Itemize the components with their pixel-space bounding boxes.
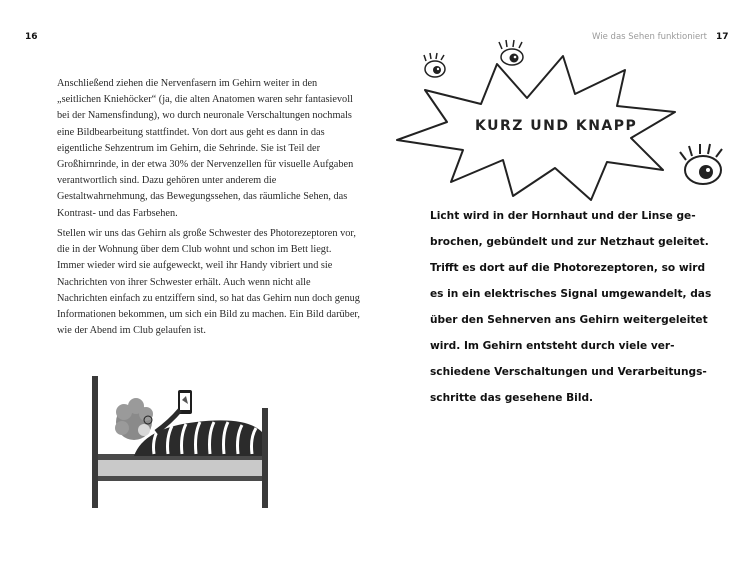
summary-line: über den Sehnerven ans Gehirn weitergeleitet [430,314,708,326]
summary-line: schritte das gesehene Bild. [430,392,594,404]
paragraph-1: Anschließend ziehen die Nervenfasern im Gehirn weiter in den „seitlichen Kniehöcker“ (ja, die alten Anatomen waren sehr fantasievoll bei der Namensfindung), wo durch neuronale Verschaltungen nochmals eine Bildbearbeitung stattfindet. Von dort aus geht es dann in das eigentliche Sehzentrum im Gehirn, die Sehrinde. Sie ist Teil der Großhirnrinde, in der etwa 30% der Nervenzellen für visuelle Aufgaben verantwortlich sind. Dazu gehören unter anderem die Gestaltwahrnehmung, das Bewegungssehen, das räumliche Sehen, das Kontrast- und das Farbsehen. [57,78,354,219]
summary-line: wird. Im Gehirn entsteht durch viele ver- [430,340,675,352]
page-number-right: 17 [716,32,729,42]
summary-line: schiedene Verschaltungen und Verarbeitungs- [430,366,707,378]
page-number-left: 16 [25,32,38,42]
running-head: Wie das Sehen funktioniert [592,32,707,42]
summary-line: Trifft es dort auf die Photorezeptoren, so wird [430,262,706,274]
summary-line: brochen, gebündelt und zur Netzhaut geleitet. [430,236,709,248]
box-title: KURZ UND KNAPP [475,118,638,134]
eye-icon [420,52,450,80]
right-page [375,0,750,583]
eye-icon [495,38,529,68]
eye-icon [677,140,729,188]
summary-line: es in ein elektrisches Signal umgewandelt, das [430,288,712,300]
bed-illustration [86,370,286,520]
summary-text [430,203,740,411]
paragraph-2: Stellen wir uns das Gehirn als große Schwester des Photorezeptoren vor, die in der Wohnung über dem Club wohnt und schon im Bett liegt. Immer wieder wird sie aufgeweckt, weil ihr Handy vibriert und sie Nachrichten von ihrer Schwester erhält. Auch wenn nicht alle Nachrichten einfach zu entziffern sind, so hat das Gehirn nun doch genug Informationen bekommen, um sich ein Bild zu machen. Ein Bild darüber, wie der Abend im Club gelaufen ist. [57,228,360,337]
summary-line: Licht wird in der Hornhaut und der Linse ge- [430,210,696,222]
